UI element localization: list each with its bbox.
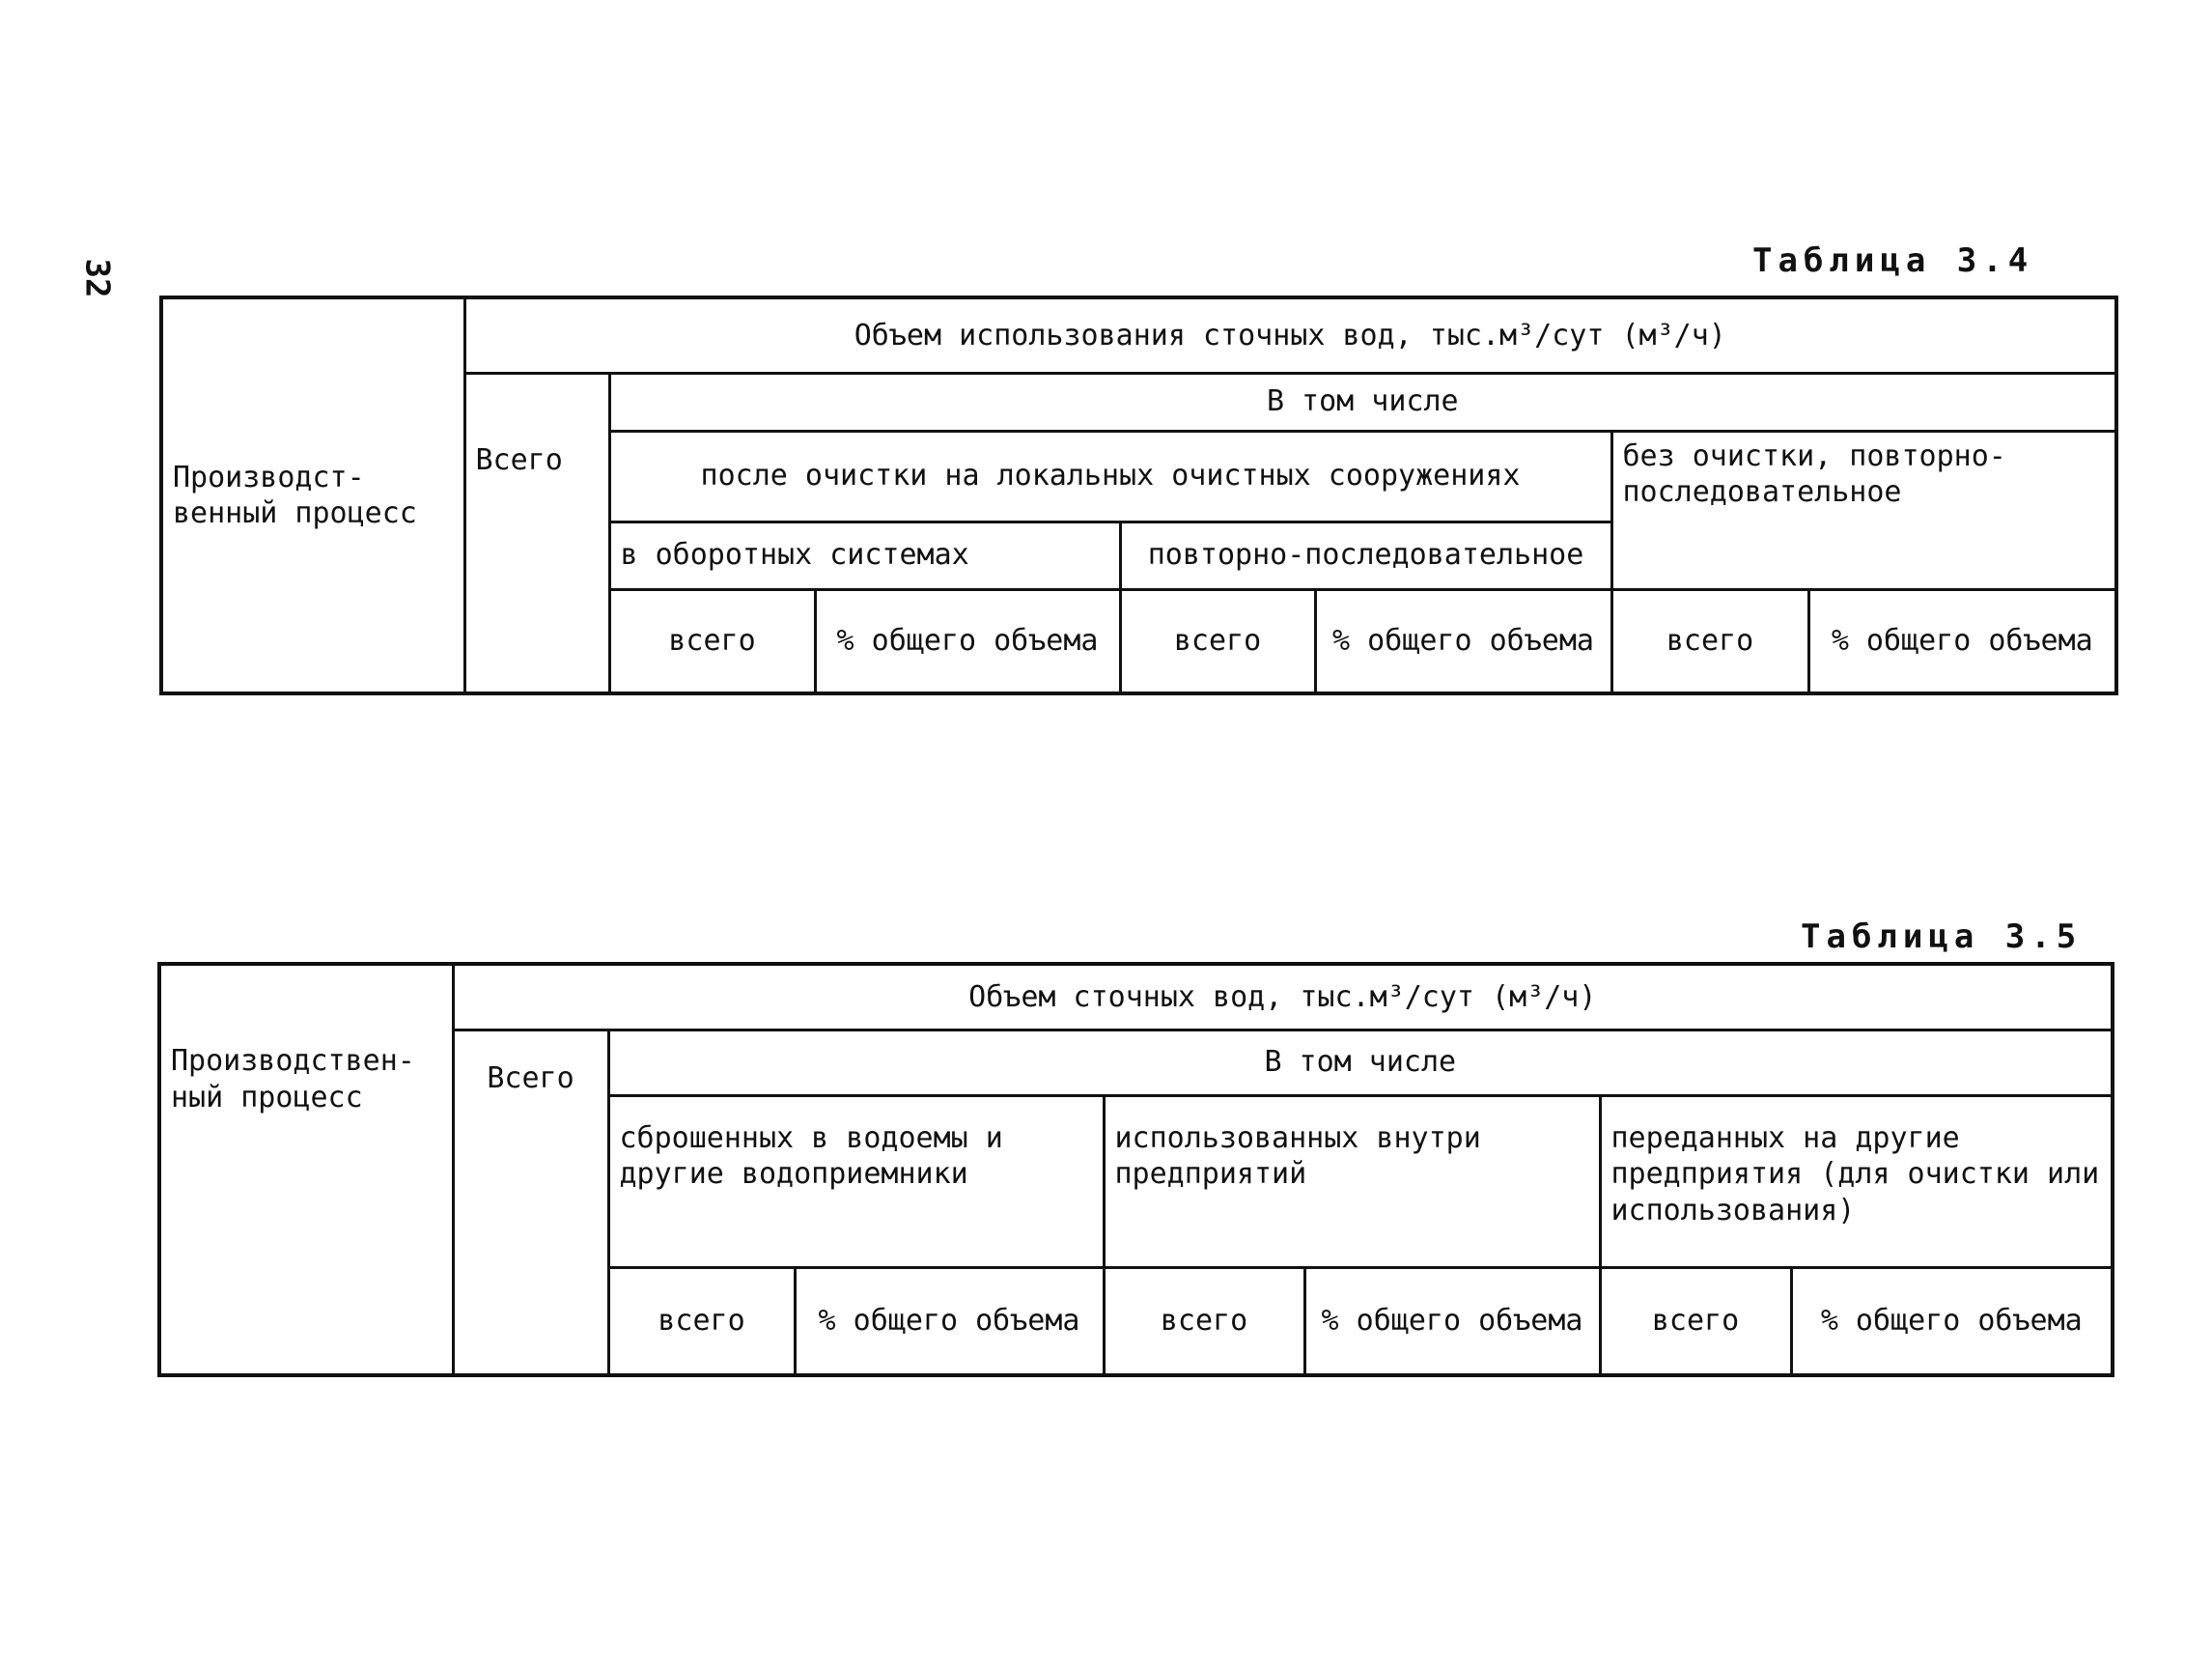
col-percent-2: % общего объема <box>1304 1267 1600 1375</box>
total-header: Всего <box>464 373 609 693</box>
discharged-header: сброшенных в водоемы и другие водоприемники <box>608 1095 1104 1267</box>
transferred-header: переданных на другие предприятия (для очистки или использования) <box>1600 1095 2113 1267</box>
col-total-2: всего <box>1104 1267 1304 1375</box>
col-percent-3: % общего объема <box>1791 1267 2113 1375</box>
process-header: Производствен- ный процесс <box>171 1044 415 1115</box>
sequential-header: повторно-последовательное <box>1120 522 1611 589</box>
without-treatment-header: без очистки, повторно- последовательное <box>1611 431 2116 589</box>
table-3-5 <box>157 962 2114 1377</box>
page-number: 32 <box>77 258 117 298</box>
col-total-1: всего <box>609 589 815 693</box>
after-treatment-header: после очистки на локальных очистных сооружениях <box>609 431 1611 522</box>
col-percent-3: % общего объема <box>1808 589 2116 693</box>
including-header: В том числе <box>608 1030 2113 1095</box>
process-header: Производст- венный процесс <box>173 460 417 530</box>
total-header: Всего <box>453 1030 608 1375</box>
including-header: В том числе <box>609 373 2116 431</box>
col-total-2: всего <box>1120 589 1315 693</box>
col-percent-2: % общего объема <box>1315 589 1611 693</box>
volume-header: Объем сточных вод, тыс.м³/сут (м³/ч) <box>453 964 2113 1030</box>
table-3-4 <box>159 296 2118 695</box>
col-total-3: всего <box>1600 1267 1791 1375</box>
process-header-cell <box>161 297 464 693</box>
col-percent-1: % общего объема <box>795 1267 1104 1375</box>
process-header-cell <box>159 964 453 1375</box>
col-total-3: всего <box>1611 589 1808 693</box>
col-percent-1: % общего объема <box>815 589 1120 693</box>
used-inside-header: использованных внутри предприятий <box>1104 1095 1600 1267</box>
table-3-4-caption: Таблица 3.4 <box>1752 241 2034 280</box>
col-total-1: всего <box>608 1267 795 1375</box>
table-3-5-caption: Таблица 3.5 <box>1801 917 2083 956</box>
volume-header: Объем использования сточных вод, тыс.м³/сут (м³/ч) <box>464 297 2116 373</box>
circulating-header: в оборотных системах <box>609 522 1120 589</box>
